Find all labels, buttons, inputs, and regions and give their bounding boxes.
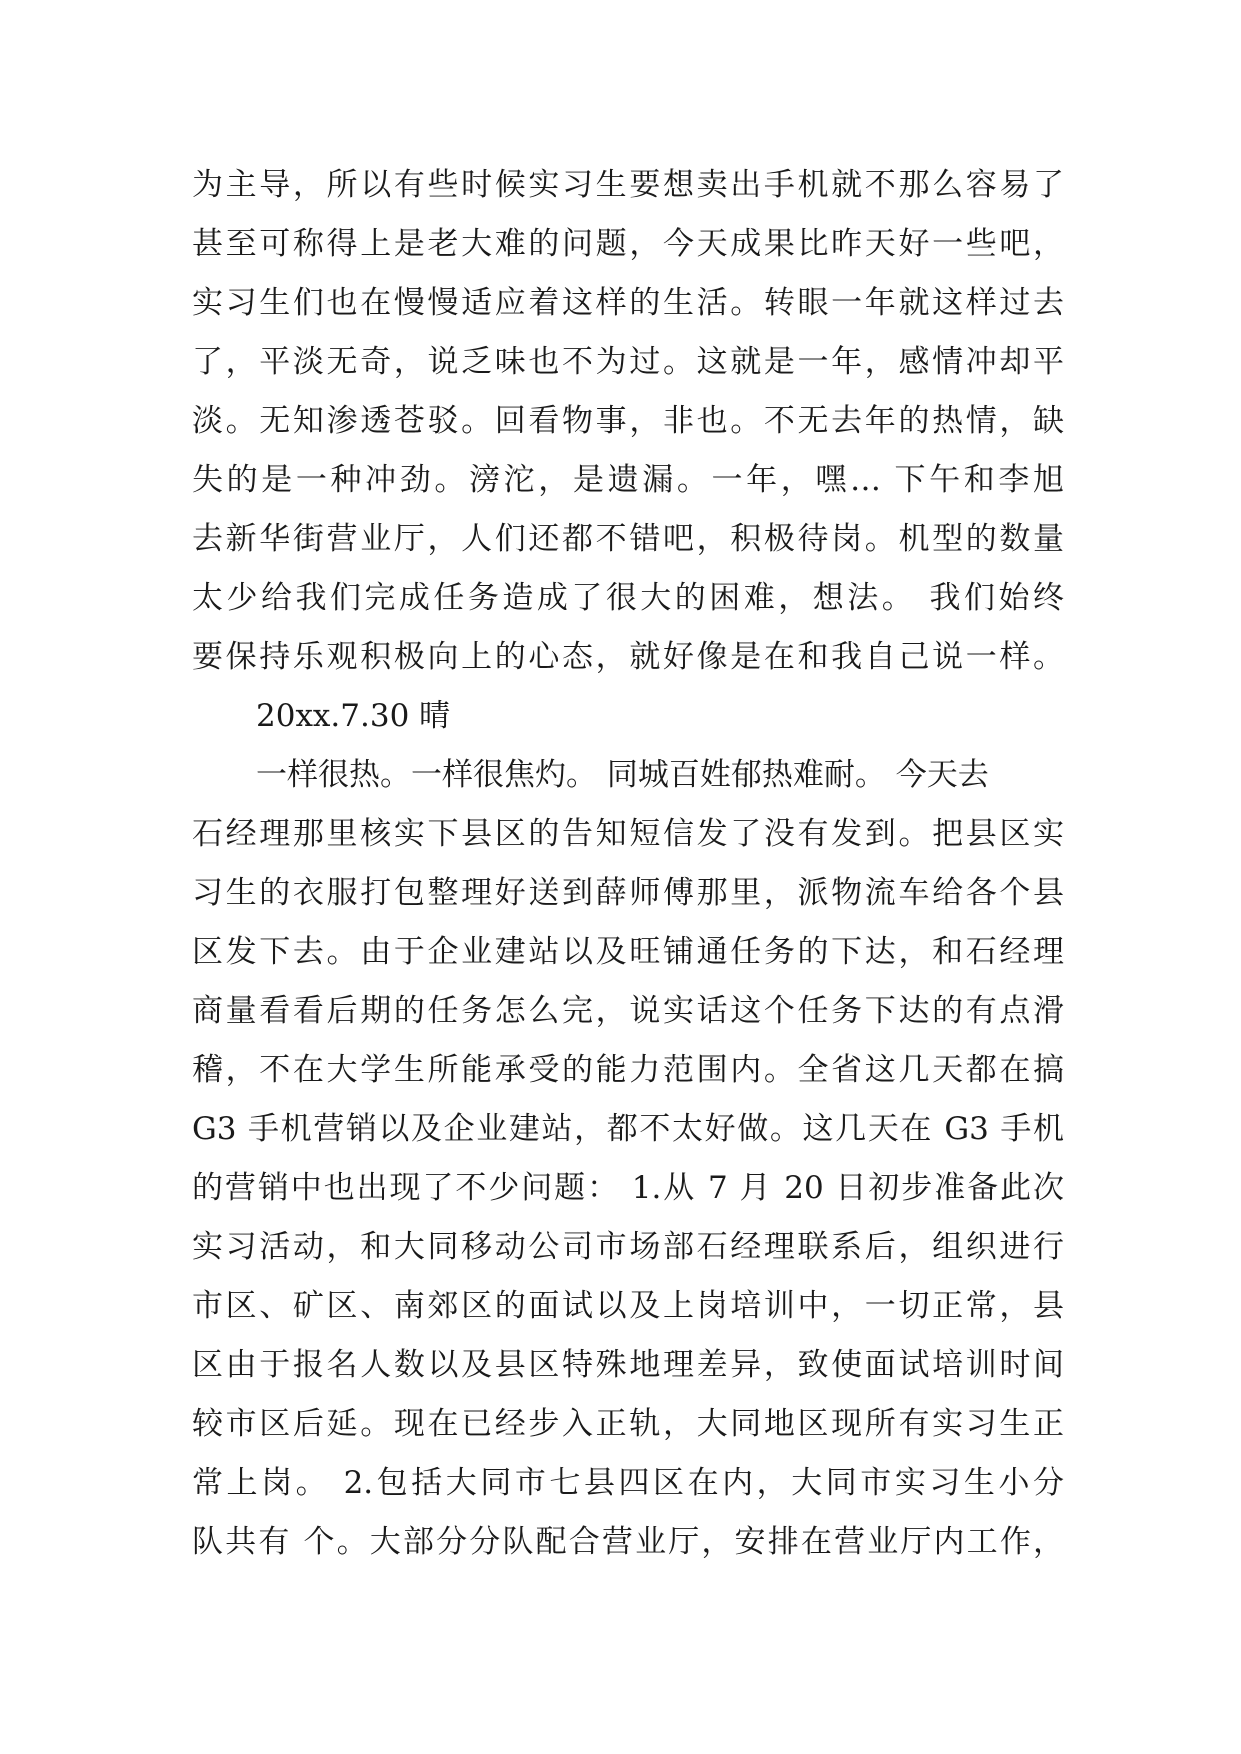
- text-line: 市区、矿区、南郊区的面试以及上岗培训中，一切正常，县: [192, 1288, 1064, 1324]
- text-line: 了，平淡无奇，说乏味也不为过。这就是一年，感情冲却平: [192, 344, 1064, 380]
- text-line: G3 手机营销以及企业建站，都不太好做。这几天在 G3 手机: [192, 1111, 1064, 1147]
- body-text: [192, 156, 1064, 1572]
- text-line: 较市区后延。现在已经步入正轨，大同地区现所有实习生正: [192, 1406, 1064, 1442]
- text-line: 常上岗。 2.包括大同市七县四区在内，大同市实习生小分: [192, 1465, 1064, 1501]
- text-line: 石经理那里核实下县区的告知短信发了没有发到。把县区实: [192, 816, 1064, 852]
- date-heading: 20xx.7.30 晴: [256, 698, 451, 734]
- text-line: 稽，不在大学生所能承受的能力范围内。全省这几天都在搞: [192, 1052, 1064, 1088]
- text-line: 实习生们也在慢慢适应着这样的生活。转眼一年就这样过去: [192, 285, 1064, 321]
- text-line: 淡。无知渗透苍驳。回看物事，非也。不无去年的热情，缺: [192, 403, 1064, 439]
- text-line: 商量看看后期的任务怎么完，说实话这个任务下达的有点滑: [192, 993, 1064, 1029]
- text-line: 队共有 个。大部分分队配合营业厅，安排在营业厅内工作，: [192, 1524, 1064, 1560]
- text-line: 区发下去。由于企业建站以及旺铺通任务的下达，和石经理: [192, 934, 1064, 970]
- text-line: 失的是一种冲劲。滂沱，是遗漏。一年，嘿… 下午和李旭: [192, 462, 1064, 498]
- paragraph-first-line: 一样很热。一样很焦灼。 同城百姓郁热难耐。 今天去: [256, 757, 989, 793]
- text-line: 太少给我们完成任务造成了很大的困难，想法。 我们始终: [192, 580, 1064, 616]
- text-line: 实习活动，和大同移动公司市场部石经理联系后，组织进行: [192, 1229, 1064, 1265]
- text-line: 为主导，所以有些时候实习生要想卖出手机就不那么容易了: [192, 167, 1064, 203]
- text-line: 甚至可称得上是老大难的问题，今天成果比昨天好一些吧，: [192, 226, 1064, 262]
- text-line: 要保持乐观积极向上的心态，就好像是在和我自己说一样。: [192, 639, 1064, 675]
- text-line: 去新华街营业厅，人们还都不错吧，积极待岗。机型的数量: [192, 521, 1064, 557]
- text-line: 习生的衣服打包整理好送到薛师傅那里，派物流车给各个县: [192, 875, 1064, 911]
- text-line: 的营销中也出现了不少问题： 1.从 7 月 20 日初步准备此次: [192, 1170, 1064, 1206]
- text-line: 区由于报名人数以及县区特殊地理差异，致使面试培训时间: [192, 1347, 1064, 1383]
